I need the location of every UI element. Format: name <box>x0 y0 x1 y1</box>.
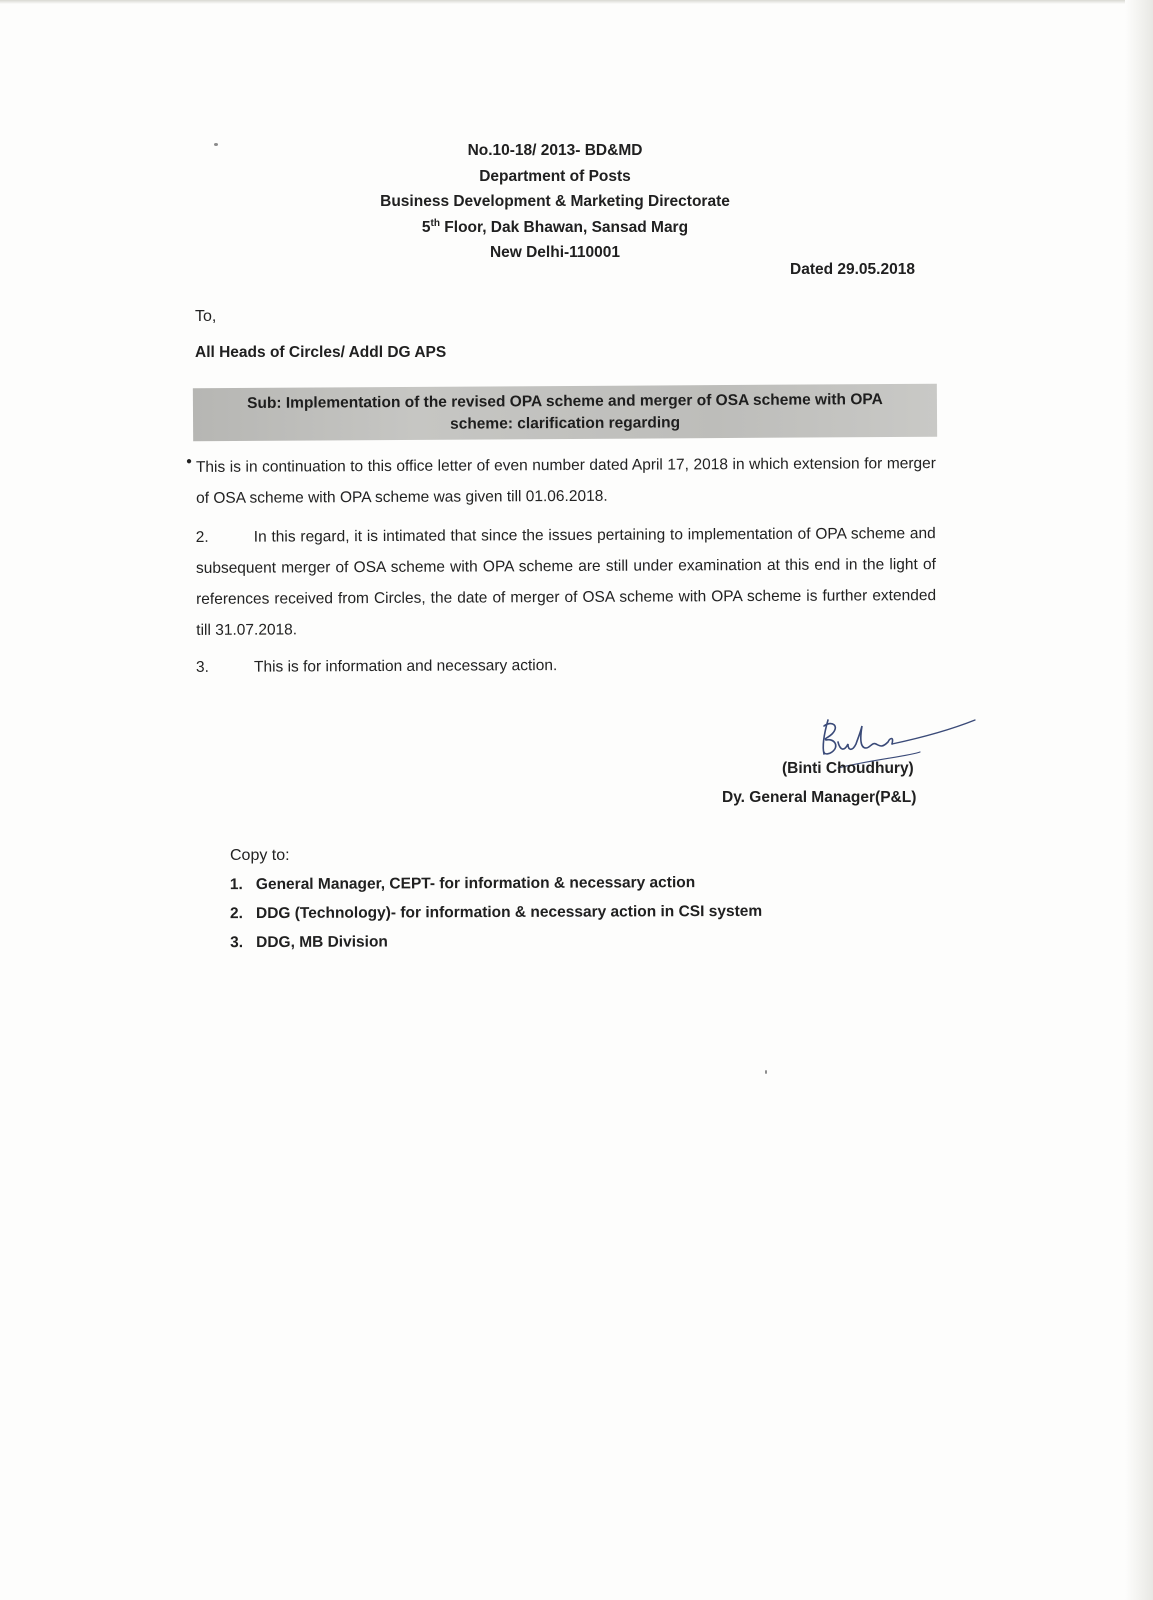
paragraph-3-number: 3. <box>195 658 209 676</box>
floor-suffix: th <box>430 217 440 229</box>
subject-line-1: Sub: Implementation of the revised OPA scheme and merger of OSA scheme with OPA <box>247 391 883 412</box>
paragraph-3-text: This is for information and necessary action. <box>253 657 558 676</box>
directorate-name: Business Development & Marketing Directorate <box>380 193 730 210</box>
office-city: New Delhi-110001 <box>489 244 621 261</box>
paragraph-2-text: In this regard, it is intimated that since the issues pertaining to implementation of OPA scheme and subsequent merger of OSA scheme with OPA scheme are still under examination at this end in the light of references received from Circles, the date of merger of OSA scheme with OPA scheme is further extended till <box>195 525 937 639</box>
paragraph-2-date: 31.07.2018 <box>215 621 293 639</box>
reference-number: No.10-18/ 2013- BD&MD <box>467 142 643 159</box>
paragraph-3 <box>196 648 936 683</box>
copy-to-item-number: 2. <box>229 905 243 923</box>
copy-to-label: Copy to: <box>230 847 290 864</box>
copy-to-list <box>230 868 763 957</box>
department-name: Department of Posts <box>479 167 631 185</box>
scan-mark-dot: ● <box>186 456 193 467</box>
scan-speck <box>765 1070 767 1074</box>
scan-speck <box>214 143 218 146</box>
copy-to-item <box>230 926 762 957</box>
addressee: All Heads of Circles/ Addl DG APS <box>195 344 447 361</box>
copy-to-item-text: DDG, MB Division <box>256 933 388 952</box>
letter-header <box>320 138 790 266</box>
copy-to-item <box>230 868 762 899</box>
copy-to-item-number: 3. <box>230 934 244 952</box>
paragraph-2-number: 2. <box>195 528 209 546</box>
paragraph-2-end: . <box>292 621 298 639</box>
letter-date: Dated 29.05.2018 <box>790 261 915 278</box>
floor-number: 5 <box>421 218 431 236</box>
signer-title: Dy. General Manager(P&L) <box>722 789 917 806</box>
paragraph-2 <box>196 518 937 646</box>
copy-to-item-text: General Manager, CEPT- for information & necessary action <box>255 874 696 894</box>
signer-name: (Binti Choudhury) <box>782 760 914 777</box>
copy-to-item <box>230 897 762 928</box>
copy-to-item-text: DDG (Technology)- for information & necessary action in CSI system <box>255 902 763 923</box>
scan-edge-top <box>0 0 1153 4</box>
paragraph-1: This is in continuation to this office letter of even number dated April 17, 2018 in which extension for merger of OSA scheme with OPA scheme was given till 01.06.2018. <box>195 455 936 507</box>
subject-line-2: scheme: clarification regarding <box>450 414 681 433</box>
to-label: To, <box>195 308 217 325</box>
office-address <box>320 215 790 241</box>
copy-to-item-number: 1. <box>229 876 243 894</box>
address-line: Floor, Dak Bhawan, Sansad Marg <box>440 218 689 236</box>
scan-edge-right <box>1125 0 1153 1600</box>
subject-box <box>193 384 937 442</box>
